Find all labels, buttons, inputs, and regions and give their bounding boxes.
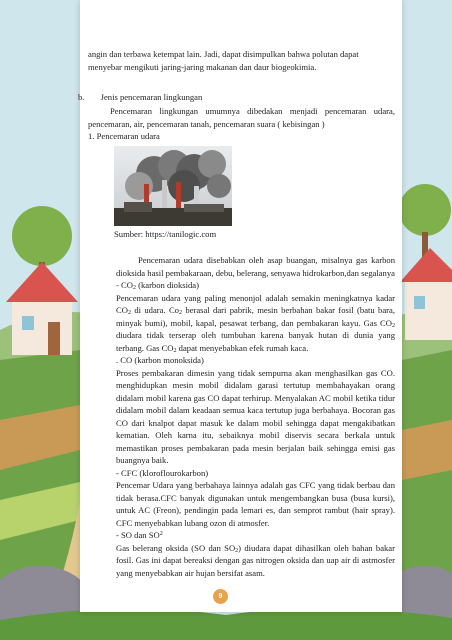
section-heading xyxy=(78,92,202,102)
intro-line-2: menyebar mengikuti jaring-jaring makanan dan daur biogeokimia. xyxy=(88,61,317,72)
tree-right xyxy=(399,184,451,236)
so-text: Gas belerang oksida (SO dan $SO_2$) diudara dapat dihasilkan oleh bahan bakar fosil. Gas ini dapat bereaksi dengan gas nitrogen oksida dan uap air di astmosfer yang menyebabkan air hujan bersifat asam. xyxy=(116,542,395,578)
section-intro-text: Pencemaran lingkungan umumnya dibedakan menjadi pencemaran udara, pencemaran, air, pencemaran tanah, pencemaran suara ( kebisingan ) xyxy=(88,106,395,129)
intro-paragraph xyxy=(88,48,395,73)
tree-left xyxy=(12,206,72,266)
co2-heading: - $CO_2$ (karbon dioksida) xyxy=(116,280,199,291)
section-item-1: 1. Pencemaran udara xyxy=(88,131,160,141)
section-title: Jenis pencemaran lingkungan xyxy=(100,92,203,102)
so-heading: - SO dan $SO^2$ xyxy=(116,530,163,540)
page-number-badge: 9 xyxy=(213,589,228,604)
co-heading: . CO (karbon monoksida) xyxy=(116,355,204,365)
section-marker: b. xyxy=(78,92,85,102)
section-intro xyxy=(88,105,395,143)
figure-source: Sumber: https://tanilogic.com xyxy=(114,229,217,239)
document-page xyxy=(80,0,402,612)
body-text xyxy=(116,254,395,579)
cfc-heading: - CFC (kloroflourokarbon) xyxy=(116,467,209,478)
air-pollution-photo xyxy=(114,146,232,226)
cfc-text: Pencemar Udara yang berbahaya lainnya adalah gas CFC yang tidak berbau dan tidak berasa.CFC banyak digunakan untuk mengembangkan busa (busa kursi), untuk AC (Freon), pendingin pada lemari es, dan semprot rambut (hair spray). CFC menyebabkan lubang ozon di atmosfer. xyxy=(116,480,395,528)
intro-line-1: angin dan terbawa ketempat lain. Jadi, dapat disimpulkan bahwa polutan dapat xyxy=(88,49,359,59)
co-text: Proses pembakaran dimesin yang tidak sempurna akan menghasilkan gas CO. menghidupkan mesin mobil didalam garasi tertutup membahayakan orang didalam mobil karena gas CO dapat terhirup. Menyalakan AC mobil ketika tidur didalam mobil dalam keadaan semua kaca tertutup juga berbahaya. Bocoran gas CO dari knalpot dapat masuk ke dalam mobil sehingga dapat mengakibatkan kematian. Oleh karna itu, sebaiknya mobil diservis secara berkala untuk memastikan proses pembakaran pada mesin berjalan baik sehingga emisi gas buangnya baik. xyxy=(116,367,395,465)
body-para-1: Pencemaran udara disebabkan oleh asap buangan, misalnya gas karbon dioksida hasil pembakaraan, debu, belerang, senyawa hidrokarbon,dan segalanya xyxy=(116,255,395,278)
co2-text: Pencemaran udara yang paling menonjol adalah semakin meningkatnya kadar $CO_2$ di udara. $Co_2$ berasal dari pabrik, mesin berbahan bakar fosil (batu bara, minyak bumi), mobil, kapal, pesawat terbang, dan pembakaran kayu. Gas $CO_2$ diudara tidak terserap oleh tumbuhan karena banyak hutan di dunia yang terbang. Gas $CO_2$ dapat menyebabkan efek rumah kaca. xyxy=(116,292,395,354)
